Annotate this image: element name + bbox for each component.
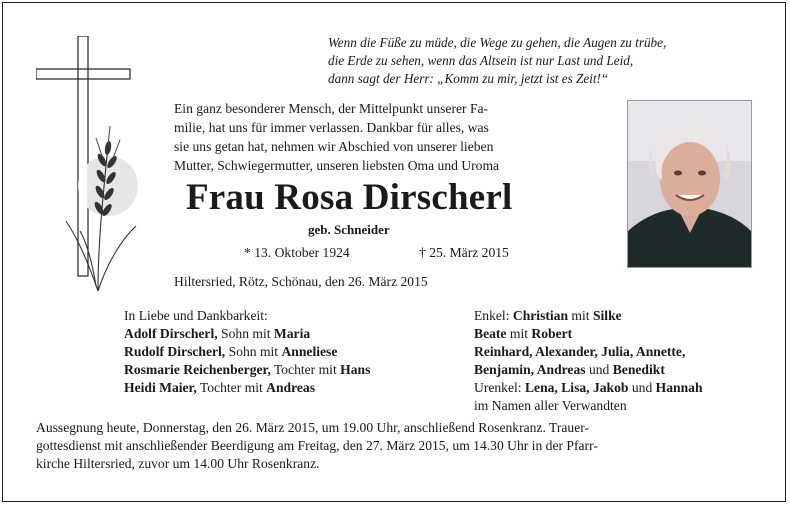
footer-line: gottesdienst mit anschließender Beerdigung am Freitag, den 27. März 2015, um 14.30 Uhr in der Pfarr- <box>36 438 598 453</box>
great-grandchildren-row: Urenkel: Lena, Lisa, Jakob und Hannah <box>474 380 703 395</box>
funeral-details <box>36 419 756 473</box>
poem-line: Wenn die Füße zu müde, die Wege zu gehen, die Augen zu trübe, <box>328 35 667 50</box>
intro-line: Ein ganz besonderer Mensch, der Mittelpunkt unserer Fa- <box>174 101 489 116</box>
intro-line: sie uns getan hat, nehmen wir Abschied von unserer lieben <box>174 139 494 154</box>
left-heading: In Liebe und Dankbarkeit: <box>124 308 268 323</box>
mourner-row: Rosmarie Reichenberger, Tochter mit Hans <box>124 362 371 377</box>
footer-line: kirche Hiltersried, zuvor um 14.00 Uhr Rosenkranz. <box>36 456 320 471</box>
deceased-name: Frau Rosa Dirscherl <box>186 177 513 218</box>
mourners-right <box>474 307 703 415</box>
relatives-line: im Namen aller Verwandten <box>474 398 627 413</box>
mourner-row: Rudolf Dirscherl, Sohn mit Anneliese <box>124 344 338 359</box>
grandchildren-row: Beate mit Robert <box>474 326 573 341</box>
portrait-photo <box>627 100 752 268</box>
mourner-row: Heidi Maier, Tochter mit Andreas <box>124 380 316 395</box>
intro-line: Mutter, Schwiegermutter, unseren liebsten Oma und Uroma <box>174 158 500 173</box>
grandchildren-row: Benjamin, Andreas und Benedikt <box>474 362 665 377</box>
grandchildren-row: Reinhard, Alexander, Julia, Annette, <box>474 344 686 359</box>
birth-name: geb. Schneider <box>308 222 390 237</box>
grandchildren-row: Enkel: Christian mit Silke <box>474 308 622 323</box>
place-and-date: Hiltersried, Rötz, Schönau, den 26. März 2015 <box>174 274 428 289</box>
birth-date: * 13. Oktober 1924 <box>244 245 350 260</box>
mourners-left <box>124 307 370 397</box>
death-date: † 25. März 2015 <box>419 245 509 260</box>
poem-line: dann sagt der Herr: „Komm zu mir, jetzt ist es Zeit!“ <box>328 71 609 86</box>
mourner-row: Adolf Dirscherl, Sohn mit Maria <box>124 326 311 341</box>
poem-line: die Erde zu sehen, wenn das Altsein ist nur Last und Leid, <box>328 53 634 68</box>
footer-line: Aussegnung heute, Donnerstag, den 26. März 2015, um 19.00 Uhr, anschließend Rosenkranz. Trauer- <box>36 420 590 435</box>
poem <box>328 34 768 88</box>
intro-text <box>174 99 604 175</box>
intro-line: milie, hat uns für immer verlassen. Dankbar für alles, was <box>174 120 489 135</box>
cross-with-wheat-icon <box>36 36 168 292</box>
